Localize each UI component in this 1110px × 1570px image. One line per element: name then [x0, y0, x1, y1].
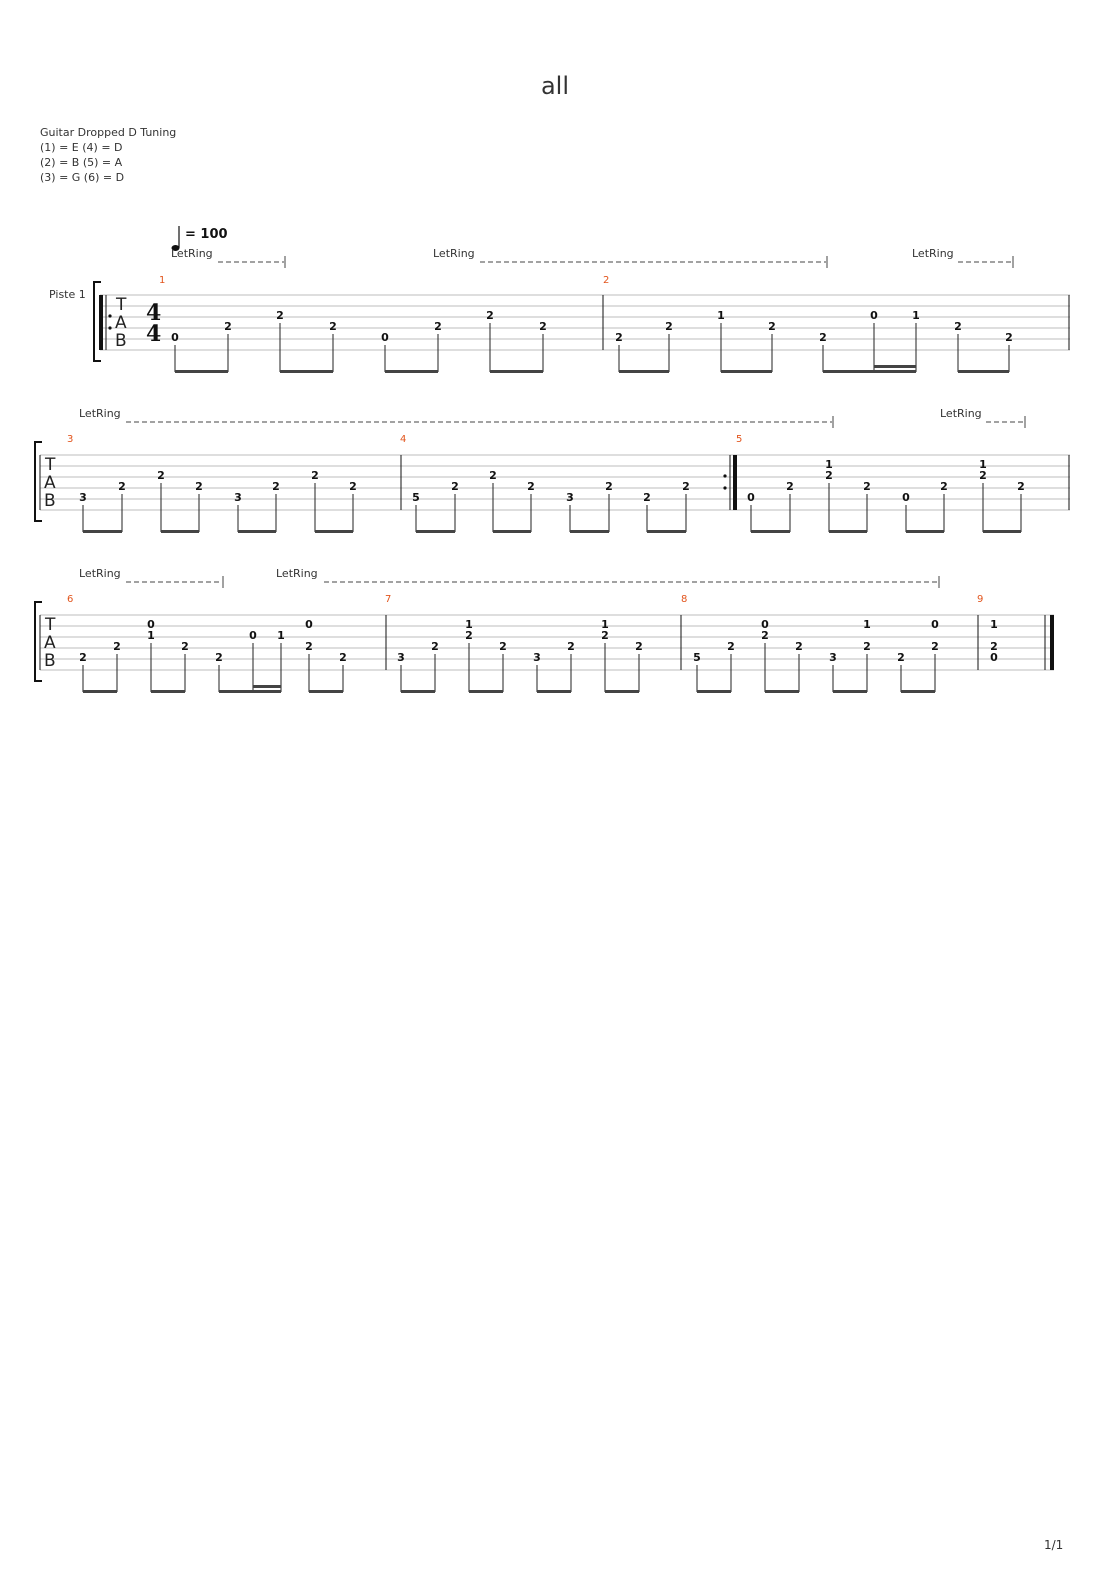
let-ring-label: LetRing [276, 567, 318, 580]
fret-number: 2 [979, 469, 987, 482]
tab-letter-t: T [116, 295, 127, 315]
fret-number: 2 [605, 480, 613, 493]
fret-number: 2 [795, 640, 803, 653]
fret-number: 2 [940, 480, 948, 493]
time-signature-top: 4 [146, 300, 162, 326]
fret-number: 2 [527, 480, 535, 493]
beams [697, 690, 935, 693]
note-stems [83, 643, 343, 692]
score-title: all [540, 72, 570, 100]
fret-number: 1 [717, 309, 725, 322]
fret-number: 3 [533, 651, 541, 664]
fret-number: 3 [79, 491, 87, 504]
fret-number: 2 [157, 469, 165, 482]
fret-number: 2 [224, 320, 232, 333]
fret-number: 2 [489, 469, 497, 482]
tab-letter-t: T [45, 455, 56, 475]
fret-number: 2 [486, 309, 494, 322]
fret-number: 1 [825, 458, 833, 471]
fret-number: 3 [234, 491, 242, 504]
tab-letter-a: A [44, 633, 56, 653]
fret-number: 2 [451, 480, 459, 493]
fret-number: 2 [863, 640, 871, 653]
bar-5-notes [747, 458, 1025, 533]
tab-letter-t: T [45, 615, 56, 635]
fret-number: 2 [305, 640, 313, 653]
track-name: Piste 1 [49, 288, 86, 301]
tab-letter-b: B [44, 651, 56, 671]
tempo-text: = 100 [185, 227, 228, 242]
bar-6-notes [79, 618, 347, 693]
tuning-line: (2) = B (5) = A [40, 156, 123, 169]
fret-number: 1 [990, 618, 998, 631]
bar-number: 6 [67, 594, 74, 605]
fret-number: 2 [195, 480, 203, 493]
fret-number: 2 [863, 480, 871, 493]
fret-number: 2 [786, 480, 794, 493]
fret-number: 2 [768, 320, 776, 333]
bar-1-notes [171, 309, 547, 373]
fret-number: 2 [434, 320, 442, 333]
fret-number: 2 [615, 331, 623, 344]
fret-number: 2 [431, 640, 439, 653]
system-1 [49, 226, 1070, 373]
bar-number: 7 [385, 594, 392, 605]
repeat-dot [108, 326, 111, 329]
system-2 [35, 407, 1070, 533]
repeat-dot [108, 314, 111, 317]
system-bracket [35, 442, 42, 521]
repeat-start-thick [99, 295, 103, 350]
let-ring-label: LetRing [433, 247, 475, 260]
fret-number: 2 [79, 651, 87, 664]
bar-3-notes [79, 469, 357, 533]
beams [83, 685, 343, 693]
fret-number: 3 [566, 491, 574, 504]
beams [619, 365, 1009, 373]
let-ring-label: LetRing [79, 407, 121, 420]
fret-number: 2 [339, 651, 347, 664]
fret-number: 1 [979, 458, 987, 471]
fret-number: 2 [539, 320, 547, 333]
fret-number: 2 [643, 491, 651, 504]
final-barline-thick [1050, 615, 1054, 670]
note-stems [619, 323, 1009, 372]
fret-number: 2 [954, 320, 962, 333]
fret-number: 5 [693, 651, 701, 664]
fret-number: 1 [912, 309, 920, 322]
let-ring-label: LetRing [912, 247, 954, 260]
bar-2-notes [615, 309, 1013, 373]
fret-number: 2 [819, 331, 827, 344]
fret-number: 2 [635, 640, 643, 653]
bar-number: 2 [603, 275, 610, 286]
fret-number: 2 [276, 309, 284, 322]
fret-number: 2 [931, 640, 939, 653]
fret-number: 2 [272, 480, 280, 493]
tab-letter-a: A [115, 313, 127, 333]
let-ring-label: LetRing [940, 407, 982, 420]
fret-number: 2 [465, 629, 473, 642]
fret-number: 2 [311, 469, 319, 482]
bar-9-notes [990, 618, 998, 664]
tab-letter-a: A [44, 473, 56, 493]
fret-number: 2 [682, 480, 690, 493]
let-ring-label: LetRing [171, 247, 213, 260]
fret-number: 3 [829, 651, 837, 664]
tab-letter-b: B [44, 491, 56, 511]
fret-number: 2 [181, 640, 189, 653]
fret-number: 3 [397, 651, 405, 664]
fret-number: 5 [412, 491, 420, 504]
fret-number: 2 [601, 629, 609, 642]
fret-number: 2 [215, 651, 223, 664]
fret-number: 2 [118, 480, 126, 493]
repeat-dot [723, 486, 726, 489]
beams [175, 370, 543, 373]
fret-number: 0 [249, 629, 257, 642]
bar-8-notes [693, 618, 939, 693]
fret-number: 2 [727, 640, 735, 653]
repeat-dot [723, 474, 726, 477]
fret-number: 0 [747, 491, 755, 504]
fret-number: 2 [349, 480, 357, 493]
fret-number: 0 [902, 491, 910, 504]
fret-number: 2 [1017, 480, 1025, 493]
fret-number: 2 [1005, 331, 1013, 344]
fret-number: 2 [329, 320, 337, 333]
fret-number: 2 [665, 320, 673, 333]
fret-number: 0 [147, 618, 155, 631]
bar-number: 4 [400, 434, 407, 445]
fret-number: 1 [601, 618, 609, 631]
beams [751, 530, 1021, 533]
fret-number: 2 [897, 651, 905, 664]
beams [401, 690, 639, 693]
fret-number: 0 [171, 331, 179, 344]
bar-number: 1 [159, 275, 166, 286]
fret-number: 1 [277, 629, 285, 642]
fret-number: 0 [990, 651, 998, 664]
tuning-name: Guitar Dropped D Tuning [40, 126, 177, 139]
fret-number: 0 [931, 618, 939, 631]
system-bracket [35, 602, 42, 681]
fret-number: 0 [870, 309, 878, 322]
tuning-line: (1) = E (4) = D [40, 141, 123, 154]
fret-number: 2 [990, 640, 998, 653]
tab-letter-b: B [115, 331, 127, 351]
bar-4-notes [412, 469, 690, 533]
fret-number: 2 [499, 640, 507, 653]
bar-number: 3 [67, 434, 74, 445]
fret-number: 2 [761, 629, 769, 642]
bar-number: 5 [736, 434, 743, 445]
fret-number: 1 [465, 618, 473, 631]
fret-number: 2 [113, 640, 121, 653]
fret-number: 0 [305, 618, 313, 631]
staff-lines [100, 295, 1070, 350]
let-ring-label: LetRing [79, 567, 121, 580]
tuning-line: (3) = G (6) = D [40, 171, 125, 184]
beams [416, 530, 686, 533]
bar-7-notes [397, 618, 643, 693]
fret-number: 0 [381, 331, 389, 344]
bar-number: 8 [681, 594, 688, 605]
page-number: 1/1 [1044, 1538, 1064, 1552]
bar-number: 9 [977, 594, 984, 605]
repeat-end-thick [733, 455, 737, 510]
fret-number: 2 [825, 469, 833, 482]
fret-number: 1 [147, 629, 155, 642]
beams [83, 530, 353, 533]
fret-number: 0 [761, 618, 769, 631]
system-3 [35, 567, 1054, 693]
time-signature-bottom: 4 [146, 321, 162, 347]
fret-number: 2 [567, 640, 575, 653]
fret-number: 1 [863, 618, 871, 631]
